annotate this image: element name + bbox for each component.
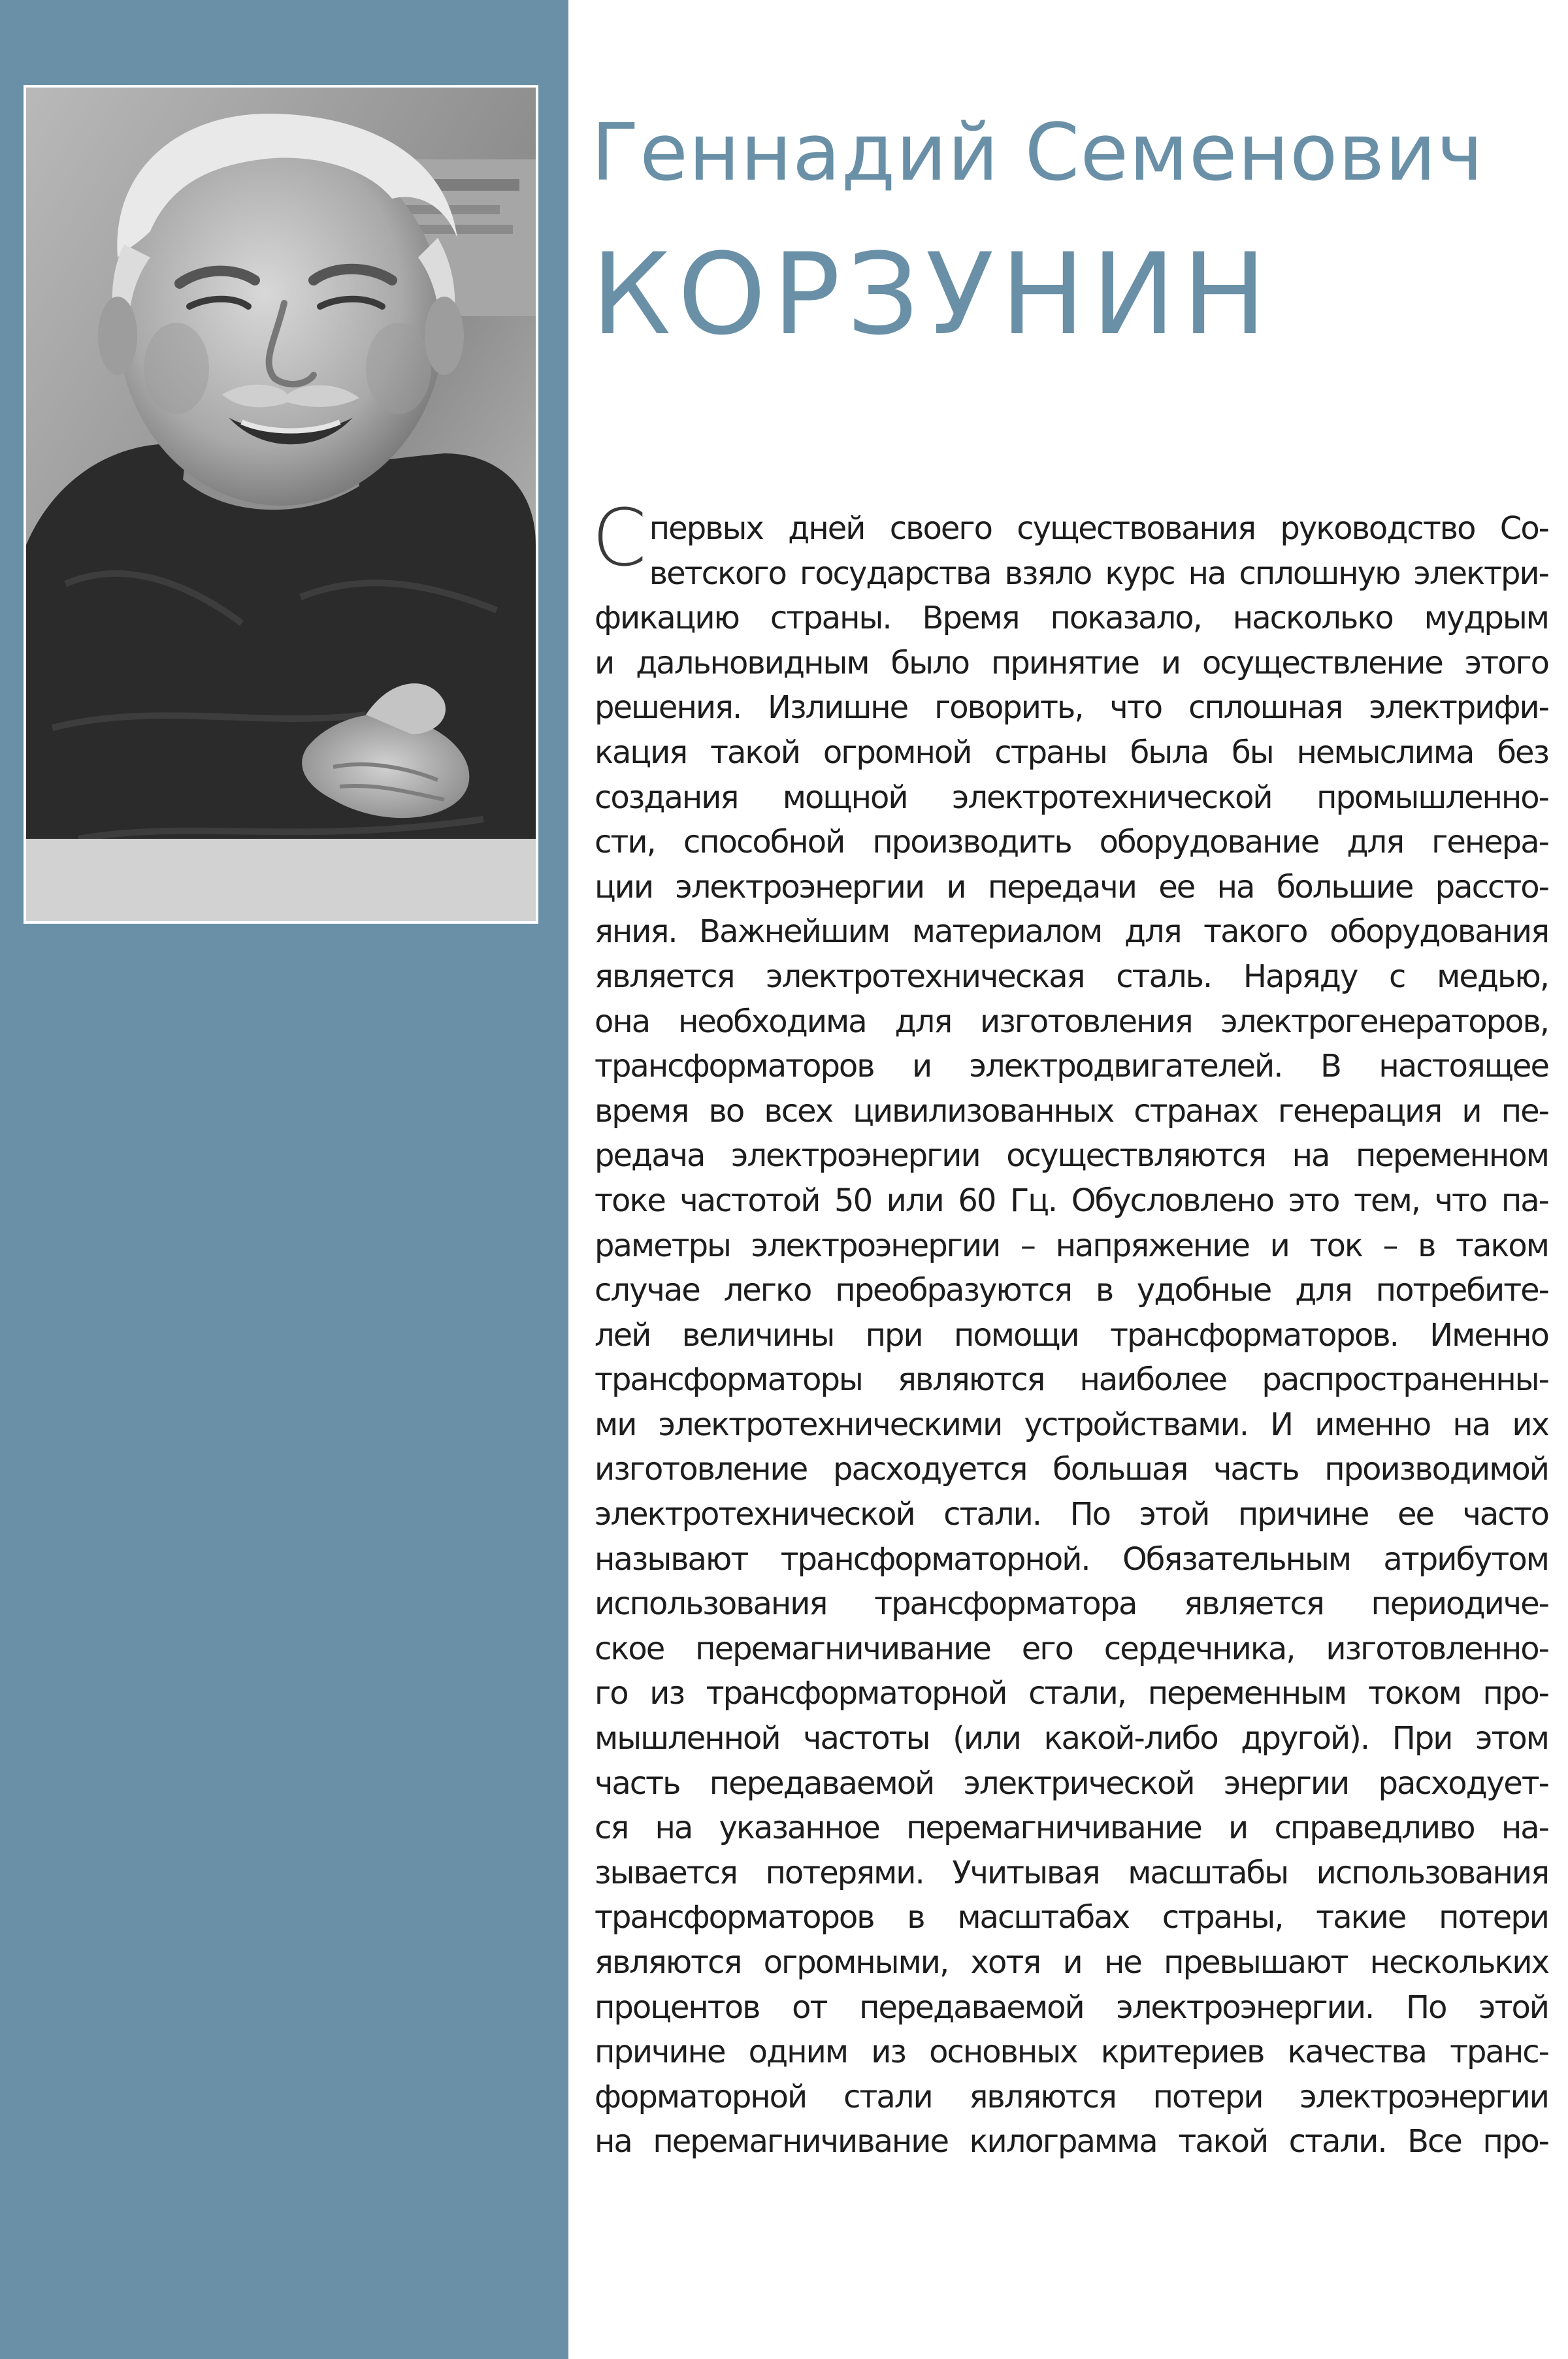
text-line: редача электроэнергии осуществляются на переменном <box>595 1137 1548 1175</box>
text-line: причине одним из основных критериев качества транс- <box>595 2034 1548 2071</box>
article-body <box>592 493 1548 2164</box>
text-line: использования трансформатора является периодиче- <box>595 1586 1548 1623</box>
text-line: фикацию страны. Время показало, насколько мудрым <box>595 600 1548 637</box>
author-first-names: Геннадий Семенович <box>591 108 1484 199</box>
text-line: называют трансформаторной. Обязательным атрибутом <box>595 1540 1548 1578</box>
text-line: создания мощной электротехнической промышленно- <box>595 779 1548 816</box>
text-line: трансформаторы являются наиболее распространенны- <box>595 1361 1548 1399</box>
text-line: трансформаторов и электродвигателей. В настоящее <box>595 1048 1548 1085</box>
text-line: ми электротехническими устройствами. И именно на их <box>595 1406 1548 1443</box>
text-line: яния. Важнейшим материалом для такого оборудования <box>595 913 1548 951</box>
text-line: зывается потерями. Учитывая масштабы использования <box>595 1854 1548 1891</box>
text-line: ветского государства взяло курс на сплошную электри- <box>649 555 1548 592</box>
author-surname: КОРЗУНИН <box>591 229 1273 360</box>
text-line: решения. Излишне говорить, что сплошная электрифи- <box>595 689 1548 726</box>
text-line: раметры электроэнергии – напряжение и ток – в таком <box>595 1227 1548 1264</box>
text-line: электротехнической стали. По этой причине ее часто <box>595 1496 1548 1533</box>
text-line: время во всех цивилизованных странах генерация и пе- <box>595 1092 1548 1130</box>
text-line: часть передаваемой электрической энергии расходует- <box>595 1765 1548 1802</box>
text-line: на перемагничивание килограмма такой стали. Все про- <box>595 2123 1548 2160</box>
portrait-photo <box>24 85 538 924</box>
text-line: лей величины при помощи трансформаторов. Именно <box>595 1316 1548 1354</box>
sidebar-band <box>0 0 568 2359</box>
text-line: ся на указанное перемагничивание и справедливо на- <box>595 1810 1548 1847</box>
text-line: кация такой огромной страны была бы немыслима без <box>595 734 1548 771</box>
text-line: ское перемагничивание его сердечника, изготовленно- <box>595 1630 1548 1667</box>
text-line: она необходима для изготовления электрогенераторов, <box>595 1003 1548 1040</box>
text-line: процентов от передаваемой электроэнергии. По этой <box>595 1989 1548 2026</box>
text-line: го из трансформаторной стали, переменным током про- <box>595 1675 1548 1712</box>
text-line: мышленной частоты (или какой-либо другой). При этом <box>595 1720 1548 1757</box>
text-line: трансформаторов в масштабах страны, такие потери <box>595 1899 1548 1936</box>
text-line: ции электроэнергии и передачи ее на большие рассто- <box>595 868 1548 905</box>
text-line: первых дней своего существования руководство Со- <box>649 510 1548 547</box>
text-line: и дальновидным было принятие и осуществление этого <box>595 644 1548 681</box>
text-line: сти, способной производить оборудование для генера- <box>595 824 1548 861</box>
text-line: изготовление расходуется большая часть производимой <box>595 1451 1548 1488</box>
text-line: являются огромными, хотя и не превышают нескольких <box>595 1944 1548 1981</box>
drop-cap: С <box>592 493 645 584</box>
text-line: токе частотой 50 или 60 Гц. Обусловлено это тем, что па- <box>595 1182 1548 1219</box>
text-line: случае легко преобразуются в удобные для потребите- <box>595 1272 1548 1309</box>
text-line: форматорной стали являются потери электроэнергии <box>595 2078 1548 2115</box>
text-line: является электротехническая сталь. Наряду с медью, <box>595 958 1548 995</box>
